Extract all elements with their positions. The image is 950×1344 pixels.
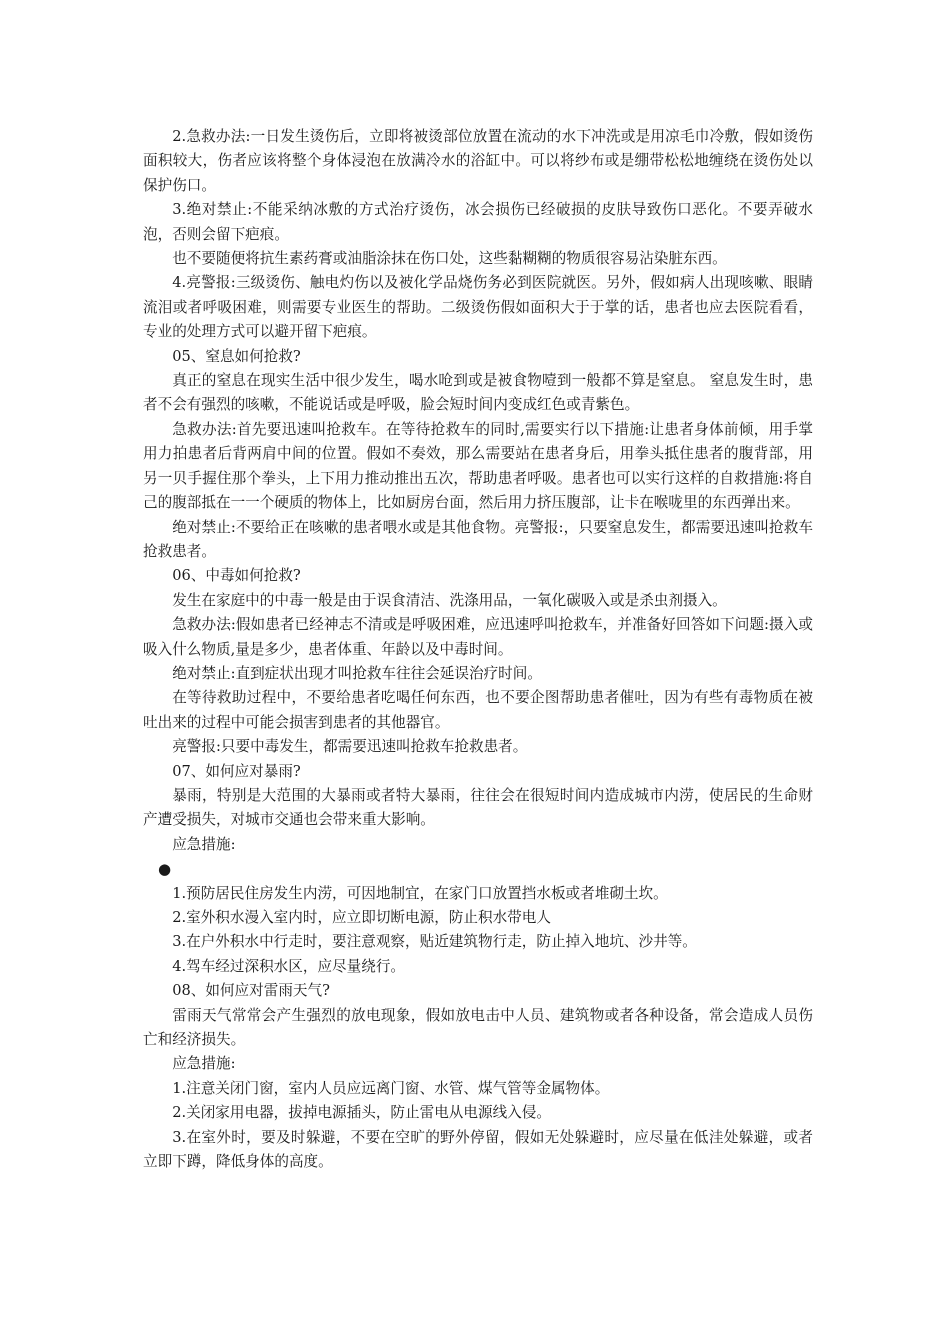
paragraph: 3.绝对禁止:不能采纳冰敷的方式治疗烫伤，冰会损伤已经破损的皮肤导致伤口恶化。不要弄破水泡，否则会留下疤痕。 [143,201,813,243]
paragraph: 也不要随便将抗生素药膏或油脂涂抹在伤口处，这些黏糊糊的物质很容易沾染脏东西。 [172,250,727,268]
list-item: 3.在户外积水中行走时，要注意观察，贴近建筑物行走，防止掉入地坑、沙井等。 [172,933,697,951]
paragraph: 亮警报:只要中毒发生，都需要迅速叫抢救车抢救患者。 [172,738,528,756]
paragraph: 雷雨天气常常会产生强烈的放电现象，假如放电击中人员、建筑物或者各种设备，常会造成人员伤亡和经济损失。 [143,1006,813,1049]
section-heading: 08、如何应对雷雨天气? [172,982,330,1000]
paragraph: 绝对禁止:直到症状出现才叫抢救车往往会延误治疗时间。 [172,664,542,682]
list-item: 1.预防居民住房发生内涝，可因地制宜，在家门口放置挡水板或者堆砌土坎。 [172,884,668,902]
paragraph: 应急措施: [172,835,236,853]
paragraph: 2.急救办法:一日发生烫伤后，立即将被烫部位放置在流动的水下冲洗或是用凉毛巾冷敷，假如烫伤面积较大，伤者应该将整个身体浸泡在放满冷水的浴缸中。可以将纱布或是绷带松松地缠绕在烫伤处以保护伤口。 [143,128,813,194]
document-body [143,125,813,1174]
list-item: 2.关闭家用电器，拔掉电源插头，防止雷电从电源线入侵。 [172,1104,551,1122]
paragraph: 绝对禁止:不要给正在咳嗽的患者喂水或是其他食物。亮警报:，只要窒息发生，都需要迅速叫抢救车抢救患者。 [143,518,813,560]
paragraph: 发生在家庭中的中毒一般是由于误食清洁、洗涤用品，一氧化碳吸入或是杀虫剂摄入。 [172,591,727,609]
section-heading: 07、如何应对暴雨? [172,762,301,780]
paragraph: 真正的窒息在现实生活中很少发生，喝水呛到或是被食物噎到一般都不算是窒息。 窒息发生时，患者不会有强烈的咳嗽，不能说话或是呼吸，脸会短时间内变成红色或青紫色。 [143,372,813,414]
paragraph: 暴雨，特别是大范围的大暴雨或者特大暴雨，往往会在很短时间内造成城市内涝，使居民的生命财产遭受损失，对城市交通也会带来重大影响。 [143,786,813,829]
paragraph: 4.亮警报:三级烫伤、触电灼伤以及被化学品烧伤务必到医院就医。另外，假如病人出现咳嗽、眼睛流泪或者呼吸困难，则需要专业医生的帮助。二级烫伤假如面积大于于掌的话，患者也应去医院看看，专业的处理方式可以避开留下疤痕。 [143,274,813,341]
list-item: 2.室外积水漫入室内时，应立即切断电源，防止积水带电人 [172,909,551,926]
list-item: 1.注意关闭门窗，室内人员应远离门窗、水管、煤气管等金属物体。 [172,1079,610,1097]
list-item: 3.在室外时，要及时躲避，不要在空旷的野外停留，假如无处躲避时，应尽量在低洼处躲避，或者立即下蹲，降低身体的高度。 [143,1128,813,1171]
list-item: 4.驾车经过深积水区，应尽量绕行。 [172,957,406,975]
paragraph: 急救办法:首先要迅速叫抢救车。在等待抢救车的同时,需要实行以下措施:让患者身体前倾，用手掌用力拍患者后背两肩中间的位置。假如不奏效，那么需要站在患者身后，用拳头抵住患者的腹背部，用另一贝手握住那个拳头，上下用力推动推出五次，帮助患者呼吸。患者也可以实行这样的自救措施:将自己的腹部抵在一一个硬质的物体上，比如厨房台面，然后用力挤压腹部，让卡在喉咙里的东西弹出来。 [143,420,813,512]
section-heading: 06、中毒如何抢救? [172,567,301,585]
section-heading: 05、窒息如何抢救? [172,347,301,365]
bullet-icon: ● [158,860,172,879]
paragraph: 急救办法:假如患者已经神志不清或是呼吸困难，应迅速呼叫抢救车，并准备好回答如下问题:摄入或吸入什么物质,量是多少，患者体重、年龄以及中毒时间。 [143,616,813,658]
paragraph: 应急措施: [172,1055,236,1073]
paragraph: 在等待救助过程中，不要给患者吃喝任何东西，也不要企图帮助患者催吐，因为有些有毒物质在被吐出来的过程中可能会损害到患者的其他器官。 [143,689,813,731]
